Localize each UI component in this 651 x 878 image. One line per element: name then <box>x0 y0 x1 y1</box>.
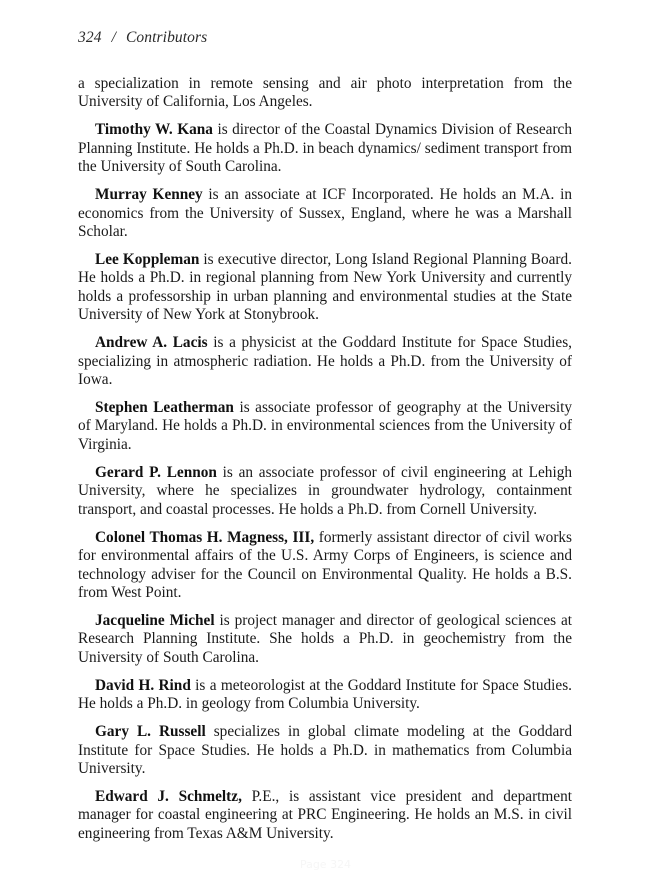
contributor-name: Gary L. Russell <box>95 723 206 741</box>
contributor-bio: specializes in global climate modeling at the Goddard Institute for Space Studies. He holds a Ph.D. in mathematics from Columbia University. <box>78 723 573 777</box>
contributor-entry <box>78 723 572 778</box>
contributor-bio: is an associate at ICF Incorporated. He holds an M.A. in economics from the University of Sussex, England, where he was a Marshall Scholar. <box>78 186 572 241</box>
contributor-bio: is project manager and director of geological sciences at Research Planning Institute. She holds a Ph.D. in geochemistry from the University of South Carolina. <box>78 611 572 666</box>
contributor-entry-continued: a specialization in remote sensing and air photo interpretation from the University of California, Los Angeles. <box>78 75 572 111</box>
section-title: Contributors <box>125 29 208 46</box>
contributor-name: Gerard P. Lennon <box>95 463 217 481</box>
contributor-name: Colonel Thomas H. Magness, III, <box>95 528 315 546</box>
contributor-bio: is director of the Coastal Dynamics Division of Research Planning Institute. He holds a Ph.D. in beach dynamics/ sediment transport from the University of South Carolina. <box>78 121 572 176</box>
contributor-entry <box>78 334 572 389</box>
contributor-bio: is a meteorologist at the Goddard Institute for Space Studies. He holds a Ph.D. in geology from Columbia University. <box>78 676 572 713</box>
contributor-bio: formerly assistant director of civil works for environmental affairs of the U.S. Army Corps of Engineers, is science and technology adviser for the Council on Environmental Quality. He holds a B.S. from West Point. <box>78 528 573 601</box>
contributor-entry <box>78 186 572 241</box>
contributor-name: Edward J. Schmeltz, <box>95 787 242 805</box>
contributor-name: Lee Koppleman <box>95 251 200 269</box>
contributor-entry <box>78 251 572 325</box>
contributor-name: David H. Rind <box>95 676 191 694</box>
contributor-name: Murray Kenney <box>95 186 203 204</box>
contributor-entry <box>78 464 572 519</box>
contributor-name: Jacqueline Michel <box>95 611 215 629</box>
contributor-name: Andrew A. Lacis <box>95 334 208 352</box>
page-number: 324 <box>78 29 102 46</box>
contributor-bio: is an associate professor of civil engineering at Lehigh University, where he specializes in groundwater hydrology, containment transport, and coastal processes. He holds a Ph.D. from Cornell University. <box>78 463 572 518</box>
contributor-name: Stephen Leatherman <box>95 399 234 417</box>
contributor-bio: P.E., is assistant vice president and department manager for coastal engineering at PRC Engineering. He holds an M.S. in civil engineering from Texas A&M University. <box>78 787 572 842</box>
contributor-entry <box>78 399 572 454</box>
contributor-name: Timothy W. Kana <box>95 121 213 139</box>
contributor-bio: is executive director, Long Island Regional Planning Board. He holds a Ph.D. in regional planning from New York University and currently holds a professorship in urban planning and environmental studies at the State University of New York at Stonybrook. <box>78 251 572 324</box>
header-separator: / <box>111 29 116 46</box>
contributor-entry <box>78 529 572 603</box>
contributor-entry <box>78 677 572 714</box>
contributor-entry <box>78 612 572 667</box>
running-header <box>78 29 207 47</box>
contributor-entry <box>78 121 572 176</box>
contributor-bio: is a physicist at the Goddard Institute for Space Studies, specializing in atmospheric radiation. He holds a Ph.D. from the University of Iowa. <box>78 334 572 389</box>
page-watermark: Page 324 <box>299 858 352 871</box>
contributors-list <box>78 75 572 853</box>
contributor-entry <box>78 788 572 843</box>
contributor-bio: is associate professor of geography at the University of Maryland. He holds a Ph.D. in environmental sciences from the University of Virginia. <box>78 399 572 453</box>
